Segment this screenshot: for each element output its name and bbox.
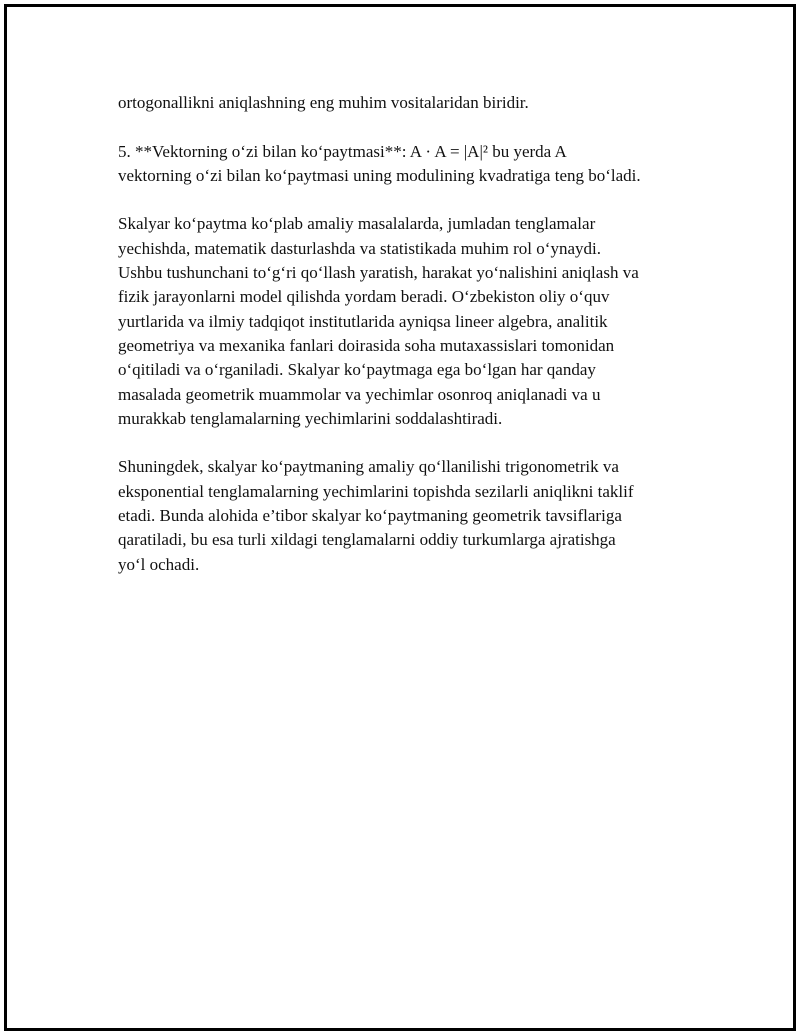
text-line: geometriya va mexanika fanlari doirasida soha mutaxassislari tomonidan bbox=[118, 335, 615, 355]
text-line: o‘qitiladi va o‘rganiladi. Skalyar ko‘paytmaga ega bo‘lgan har qanday bbox=[118, 360, 596, 380]
text-line: eksponential tenglamalarning yechimlarini topishda sezilarli aniqlikni taklif bbox=[118, 481, 634, 501]
text-line: vektorning o‘zi bilan ko‘paytmasi uning modulining kvadratiga teng bo‘ladi. bbox=[118, 165, 641, 185]
paragraph-scalar-product-applications bbox=[118, 212, 698, 431]
text-line: qaratiladi, bu esa turli xildagi tenglamalarni oddiy turkumlarga ajratishga bbox=[118, 530, 616, 550]
text-line: murakkab tenglamalarning yechimlarini soddalashtiradi. bbox=[118, 408, 503, 428]
paragraph-trigonometric-applications bbox=[118, 455, 698, 576]
text-line: yurtlarida va ilmiy tadqiqot institutlarida ayniqsa lineer algebra, analitik bbox=[118, 311, 608, 331]
text-line: masalada geometrik muammolar va yechimlar osonroq aniqlanadi va u bbox=[118, 384, 601, 404]
text-line: yechishda, matematik dasturlashda va statistikada muhim rol o‘ynaydi. bbox=[118, 238, 601, 258]
paragraph-vector-self-product bbox=[118, 140, 698, 189]
text-line: Shuningdek, skalyar ko‘paytmaning amaliy qo‘llanilishi trigonometrik va bbox=[118, 457, 619, 477]
text-line: ortogonallikni aniqlashning eng muhim vositalaridan biridir. bbox=[118, 93, 529, 112]
document-body bbox=[118, 91, 698, 601]
text-line: Ushbu tushunchani to‘g‘ri qo‘llash yaratish, harakat yo‘nalishini aniqlash va bbox=[118, 263, 639, 283]
text-line: fizik jarayonlarni model qilishda yordam beradi. O‘zbekiston oliy o‘quv bbox=[118, 287, 610, 307]
paragraph-continuation bbox=[118, 91, 698, 115]
text-line: Skalyar ko‘paytma ko‘plab amaliy masalalarda, jumladan tenglamalar bbox=[118, 214, 596, 234]
text-line: 5. **Vektorning o‘zi bilan ko‘paytmasi**: A · A = |A|² bu yerda A bbox=[118, 141, 567, 161]
text-line: yo‘l ochadi. bbox=[118, 554, 200, 574]
text-line: etadi. Bunda alohida e’tibor skalyar ko‘paytmaning geometrik tavsiflariga bbox=[118, 506, 622, 526]
